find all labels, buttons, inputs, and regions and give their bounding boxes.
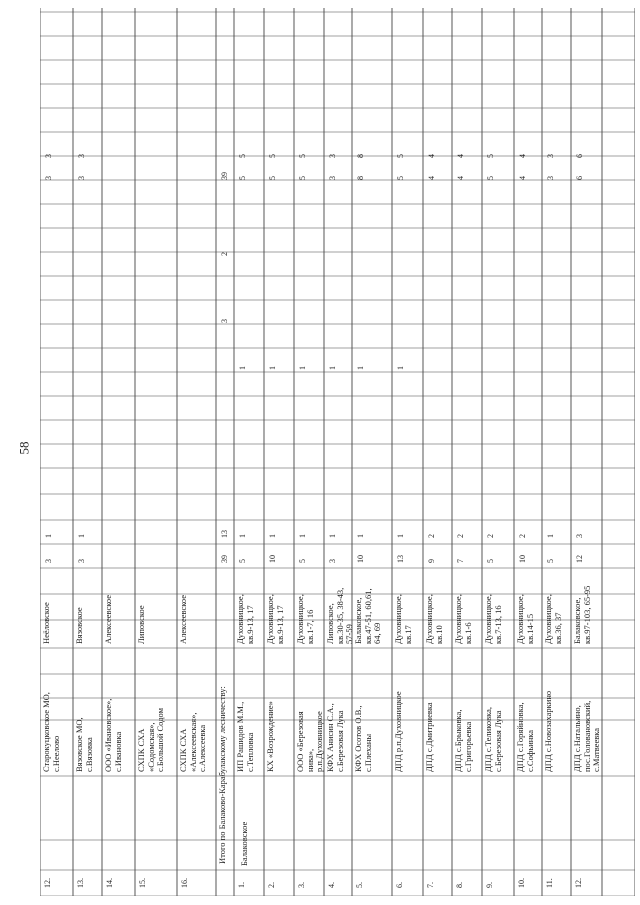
cell-c2: 4: [456, 154, 465, 158]
cell-c2: 8: [356, 154, 365, 158]
cell-c2: 3: [546, 154, 555, 158]
row-forestry: кв.1-7, 16: [304, 609, 315, 644]
page-number: 58: [16, 441, 32, 455]
row-organization: ДПД с.Натальино,: [572, 705, 582, 772]
cell-c: 5: [268, 176, 277, 180]
cell-c: 8: [356, 176, 365, 180]
cell-quantity: 13: [396, 555, 405, 563]
row-organization: «Содомская»,: [145, 722, 156, 772]
cell-c: 5: [396, 176, 405, 180]
cell-a: 1: [77, 534, 86, 538]
cell-a: 1: [328, 534, 337, 538]
row-forestry: кв.9-13, 17: [274, 605, 285, 644]
row-number: 6.: [395, 882, 404, 888]
cell-a: 1: [238, 534, 247, 538]
cell-quantity: 5: [486, 559, 495, 563]
total-quantity: 39: [220, 555, 229, 563]
row-number: 15.: [138, 878, 147, 888]
row-forestry: кв.10: [433, 625, 444, 644]
cell-c2: 5: [298, 154, 307, 158]
row-organization: с.Алексеевка: [197, 724, 207, 772]
row-forestry: Духовницкое,: [543, 594, 553, 644]
cell-c2: 6: [575, 154, 584, 158]
cell-c: 5: [298, 176, 307, 180]
row-organization: с.Березовая Лука: [334, 710, 345, 772]
cell-mark: 1: [268, 366, 277, 370]
row-forestry: Духовницкое,: [515, 594, 525, 644]
row-forestry: Балаковское,: [353, 597, 363, 644]
row-organization: ДПД с.Теликовка,: [483, 706, 493, 772]
region-label: Балаковское: [239, 821, 249, 866]
cell-mark: 1: [298, 366, 307, 370]
row-forestry: Липовское,: [325, 603, 335, 644]
cell-a: 3: [575, 534, 584, 538]
row-organization: ООО «Березовая: [295, 711, 305, 772]
row-forestry: Липовское: [136, 605, 146, 644]
row-number: 5.: [355, 882, 364, 888]
total-k: 2: [220, 252, 229, 256]
total-row-label: Итого по Балаково-Карабулакскому лесничеству:: [217, 686, 227, 864]
total-m: 3: [220, 319, 229, 323]
row-organization: с.Ивановка: [112, 731, 123, 772]
row-forestry: кв.9-13, 17: [244, 605, 255, 644]
row-forestry: 57-59: [344, 624, 354, 644]
row-organization: СХПК СХА: [178, 728, 188, 772]
row-organization: СХПК СХА: [136, 728, 146, 772]
cell-quantity: 5: [298, 559, 307, 563]
cell-mark: 1: [396, 366, 405, 370]
cell-c: 3: [328, 176, 337, 180]
cell-c: 3: [546, 176, 555, 180]
row-forestry: Духовницкое,: [483, 594, 493, 644]
cell-c2: 5: [396, 154, 405, 158]
row-organization: ООО «Ивановское»,: [103, 698, 113, 772]
row-forestry: кв.17: [402, 625, 413, 644]
cell-a: 2: [518, 534, 527, 538]
row-forestry: Духовницкое,: [265, 594, 275, 644]
row-organization: с.Тепловка: [244, 732, 255, 772]
row-forestry: кв.47-51, 60,61,: [362, 588, 373, 644]
row-organization: с.Березовая Лука: [492, 710, 503, 772]
cell-c: 5: [238, 176, 247, 180]
row-forestry: кв.97-103, 65-95: [581, 585, 592, 644]
row-organization: ДПД р.п.Духовницкое: [393, 691, 403, 772]
row-forestry: кв.30-35, 38-43,: [334, 587, 345, 644]
row-forestry: Вязовское: [74, 607, 84, 644]
row-organization: с.Большой Содом: [155, 708, 165, 772]
row-organization: пос.Головановский,: [581, 700, 592, 772]
cell-quantity: 10: [356, 555, 365, 563]
cell-c2: 3: [44, 154, 53, 158]
row-number: 8.: [455, 882, 464, 888]
cell-c: 4: [456, 176, 465, 180]
cell-quantity: 9: [427, 559, 436, 563]
row-number: 2.: [267, 882, 276, 888]
row-forestry: Алексеевское: [178, 594, 188, 644]
row-organization: ДПД с.Горяйновка,: [515, 702, 525, 772]
row-forestry: Духовницкое,: [393, 594, 403, 644]
row-organization: «Алексеевская»,: [187, 712, 198, 772]
row-forestry: кв.14-15: [524, 613, 535, 644]
row-number: 12.: [43, 878, 52, 888]
row-number: 1.: [237, 882, 246, 888]
cell-mark: 1: [238, 366, 247, 370]
row-number: 7.: [426, 882, 435, 888]
row-organization: с.Неелово: [50, 735, 61, 772]
row-forestry: кв.7-13, 16: [492, 605, 503, 644]
row-forestry: Алексеевское: [103, 594, 113, 644]
cell-a: 1: [546, 534, 555, 538]
row-number: 9.: [485, 882, 494, 888]
row-forestry: Духовницкое,: [453, 594, 463, 644]
row-organization: с.Плеханы: [362, 733, 373, 772]
cell-quantity: 10: [518, 555, 527, 563]
row-forestry: кв.1-6: [462, 622, 473, 644]
cell-c2: 3: [328, 154, 337, 158]
row-forestry: Балаковское,: [572, 597, 582, 644]
cell-c2: 4: [518, 154, 527, 158]
row-number: 11.: [545, 878, 554, 888]
cell-c2: 5: [486, 154, 495, 158]
cell-c2: 3: [77, 154, 86, 158]
row-number: 16.: [180, 878, 189, 888]
row-number: 10.: [517, 878, 526, 888]
total-c: 39: [220, 172, 229, 180]
cell-quantity: 5: [546, 559, 555, 563]
cell-quantity: 7: [456, 559, 465, 563]
cell-quantity: 3: [77, 559, 86, 563]
row-organization: с.Матвеевка: [591, 727, 601, 772]
row-organization: ДПД с.Дмитриевка: [424, 702, 434, 772]
total-a: 13: [220, 530, 229, 538]
cell-a: 1: [396, 534, 405, 538]
cell-a: 2: [427, 534, 436, 538]
rotated-table: [40, 8, 635, 896]
row-number: 13.: [76, 878, 85, 888]
row-forestry: Духовницкое,: [424, 594, 434, 644]
cell-a: 2: [456, 534, 465, 538]
cell-c: 4: [427, 176, 436, 180]
cell-a: 2: [486, 534, 495, 538]
cell-a: 1: [356, 534, 365, 538]
row-forestry: 64, 69: [372, 622, 382, 644]
cell-c: 5: [486, 176, 495, 180]
cell-c: 4: [518, 176, 527, 180]
row-organization: ДПД с.Брыковка,: [453, 709, 463, 772]
row-organization: ДПД с.Новозахаркино: [543, 690, 553, 772]
row-organization: с.Григорьевка: [462, 721, 473, 772]
cell-a: 1: [44, 534, 53, 538]
cell-mark: 1: [328, 366, 337, 370]
cell-quantity: 10: [268, 555, 277, 563]
row-organization: КФХ Анисин С.А.,: [325, 703, 335, 772]
cell-c: 3: [77, 176, 86, 180]
cell-c: 6: [575, 176, 584, 180]
row-forestry: Духовницкое,: [235, 594, 245, 644]
row-organization: ИП Рашидов М.М.,: [235, 701, 245, 772]
cell-mark: 1: [356, 366, 365, 370]
row-forestry: Неёловское: [41, 602, 51, 644]
cell-quantity: 3: [328, 559, 337, 563]
row-number: 4.: [327, 882, 336, 888]
row-forestry: Духовницкое,: [295, 594, 305, 644]
row-number: 14.: [105, 878, 114, 888]
row-number: 3.: [297, 882, 306, 888]
row-number: 12.: [574, 878, 583, 888]
cell-c2: 5: [268, 154, 277, 158]
row-organization: КХ «Возрождение»: [265, 701, 275, 772]
row-organization: нива»,: [304, 748, 315, 772]
row-organization: Старокуцковское МО,: [41, 692, 51, 772]
cell-quantity: 3: [44, 559, 53, 563]
row-organization: с.Вязовка: [83, 737, 94, 772]
cell-a: 1: [298, 534, 307, 538]
cell-c2: 4: [427, 154, 436, 158]
row-organization: КФХ Осотов О.В.,: [353, 705, 363, 772]
row-forestry: кв.36, 37: [552, 612, 563, 644]
cell-a: 1: [268, 534, 277, 538]
cell-c2: 5: [238, 154, 247, 158]
cell-c: 3: [44, 176, 53, 180]
row-organization: с.Софьинка: [524, 729, 535, 772]
cell-quantity: 12: [575, 555, 584, 563]
row-organization: р.п.Духовницкое: [314, 711, 324, 772]
row-organization: Вязовское МО,: [74, 717, 84, 772]
cell-quantity: 5: [238, 559, 247, 563]
